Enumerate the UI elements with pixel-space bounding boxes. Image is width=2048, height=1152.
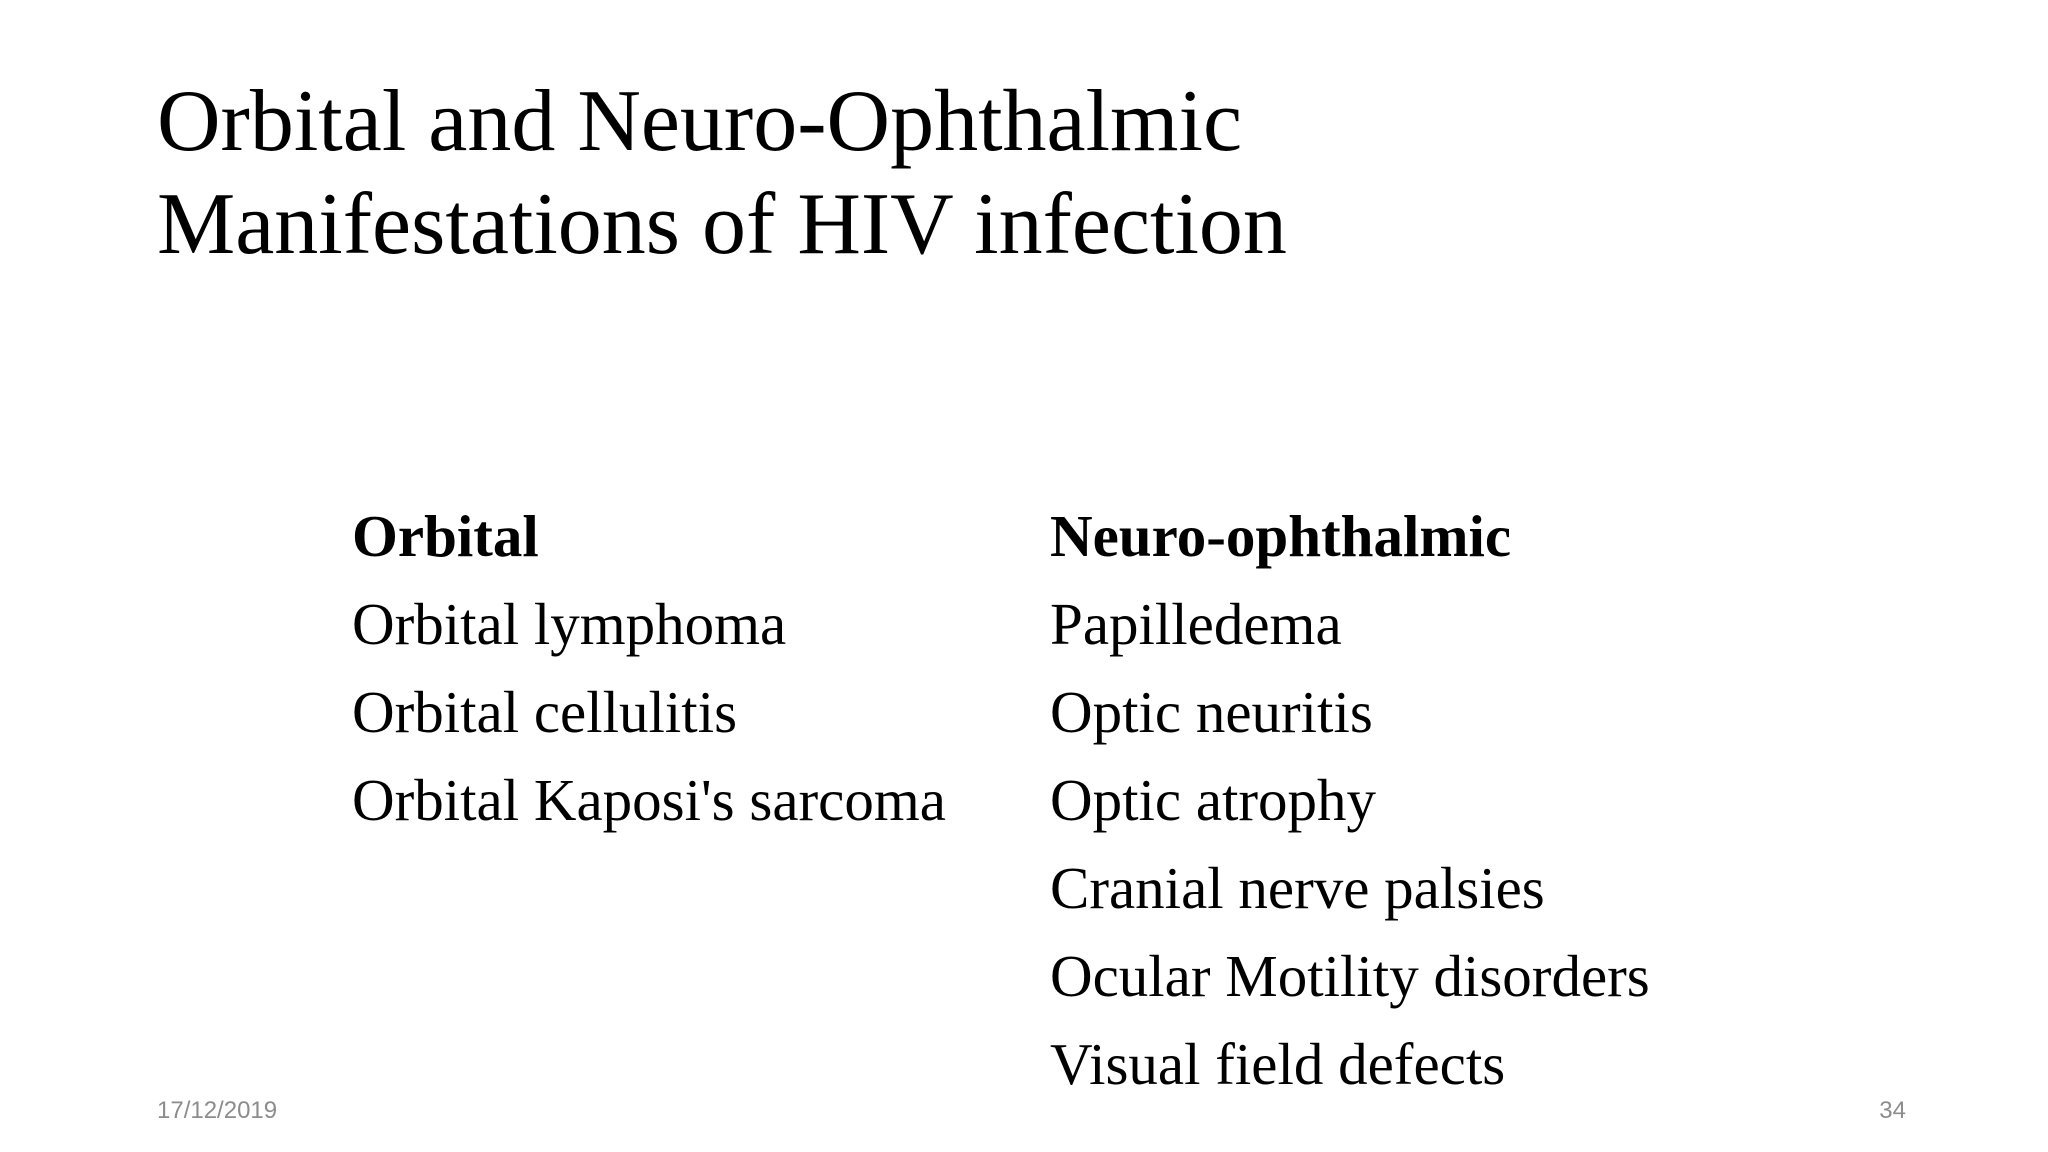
neuro-ophthalmic-list-item: Optic atrophy: [1050, 767, 1377, 833]
slide-title-line-2: Manifestations of HIV infection: [157, 176, 1287, 273]
neuro-ophthalmic-list-item: Optic neuritis: [1050, 679, 1373, 745]
neuro-ophthalmic-list-item: Visual field defects: [1050, 1031, 1506, 1097]
orbital-list-item: Orbital Kaposi's sarcoma: [352, 767, 946, 833]
neuro-ophthalmic-list-item: Cranial nerve palsies: [1050, 855, 1545, 921]
slide-title: [157, 70, 1857, 276]
neuro-ophthalmic-heading: Neuro-ophthalmic: [1050, 503, 1512, 569]
neuro-ophthalmic-column: [1050, 492, 1810, 1108]
neuro-ophthalmic-list-item: Ocular Motility disorders: [1050, 943, 1650, 1009]
neuro-ophthalmic-list-item: Papilledema: [1050, 591, 1342, 657]
orbital-heading: Orbital: [352, 503, 539, 569]
footer-date: 17/12/2019: [157, 1097, 278, 1124]
orbital-list-item: Orbital lymphoma: [352, 591, 787, 657]
orbital-list-item: Orbital cellulitis: [352, 679, 738, 745]
slide-number: 34: [1879, 1097, 1906, 1124]
slide-title-line-1: Orbital and Neuro-Ophthalmic: [157, 73, 1243, 170]
orbital-column: [352, 492, 992, 844]
